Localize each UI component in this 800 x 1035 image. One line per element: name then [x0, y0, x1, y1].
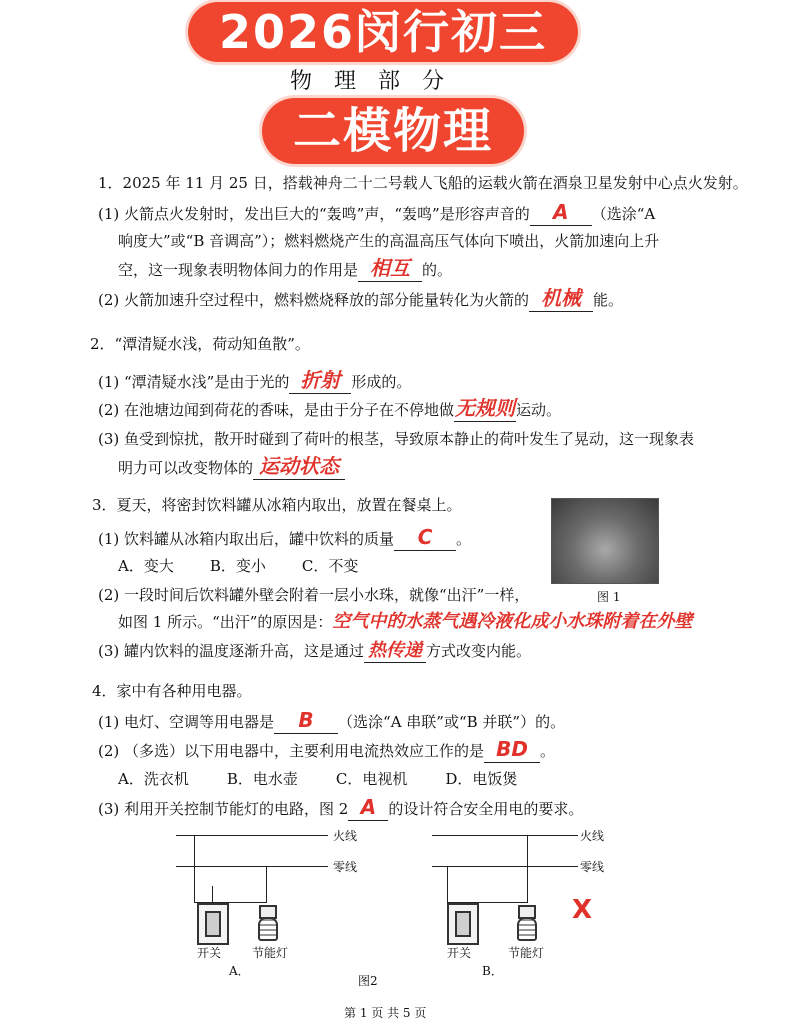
q3-answer3: 热传递 — [368, 640, 423, 661]
title-banner-bottom: 二模物理 — [262, 98, 524, 164]
q3-part2-line1: (2) 一段时间后饮料罐外壁会附着一层小水珠，就像“出汗”一样， — [98, 586, 530, 604]
q3-options: A．变大 B．变小 C．不变 — [118, 557, 359, 575]
circuit-b-neutral-label: 零线 — [580, 860, 605, 874]
circuit-b-wire-left — [447, 866, 448, 902]
q3-answer2: 空气中的水蒸气遇冷液化成小水珠附着在外壁 — [332, 611, 693, 632]
circuit-b-switch — [447, 903, 479, 945]
q4-part3: (3) 利用开关控制节能灯的电路，图 2 A 的设计符合安全用电的要求。 — [98, 795, 584, 819]
figure2-caption: 图2 — [358, 974, 378, 988]
q2-stem: 2．“潭清疑水浅，荷动知鱼散”。 — [90, 335, 310, 353]
circuit-b-wrong-mark: X — [572, 895, 593, 925]
circuit-a-neutral-label: 零线 — [333, 860, 358, 874]
circuit-a-neutral-wire — [176, 866, 328, 867]
circuit-a-wire-right — [266, 866, 267, 902]
section-title: 物理部分 — [290, 69, 467, 94]
q1-stem: 1．2025 年 11 月 25 日，搭载神舟二十二号载人飞船的运载火箭在酒泉卫星发射中心点火发射。 — [98, 174, 748, 192]
q4-answer3: A — [360, 795, 377, 819]
q2-answer2: 无规则 — [455, 396, 516, 420]
q2-answer3: 运动状态 — [259, 454, 340, 478]
circuit-a-lamp — [258, 917, 278, 941]
circuit-a-live-label: 火线 — [333, 829, 358, 843]
circuit-a-switch — [197, 903, 229, 945]
q1-answer3: 机械 — [541, 286, 582, 310]
figure1-can-photo — [551, 498, 659, 584]
q3-part1: (1) 饮料罐从冰箱内取出后，罐中饮料的质量 C 。 — [98, 525, 472, 549]
q1-answer1: A — [552, 200, 569, 224]
q1-part1-line3: 空，这一现象表明物体间力的作用是 相互 的。 — [118, 256, 453, 280]
q4-part1: (1) 电灯、空调等用电器是 B （选涂“A 串联”或“B 并联”）的。 — [98, 708, 566, 732]
circuit-a-label: A． — [229, 964, 250, 978]
circuit-a-switch-label: 开关 — [197, 946, 222, 960]
q2-part3-line2: 明力可以改变物体的 运动状态 — [118, 456, 345, 480]
q1-part2: (2) 火箭加速升空过程中，燃料燃烧释放的部分能量转化为火箭的 机械 能。 — [98, 286, 624, 310]
circuit-b-lamp-label: 节能灯 — [508, 946, 545, 960]
q4-options: A．洗衣机 B．电水壶 C．电视机 D．电饭煲 — [118, 770, 518, 788]
q3-answer1: C — [417, 525, 433, 549]
circuit-a-lamp-label: 节能灯 — [252, 946, 289, 960]
q4-stem: 4．家中有各种用电器。 — [92, 682, 252, 700]
q1-part1-line2: 响度大”或“B 音调高”）；燃料燃烧产生的高温高压气体向下喷出，火箭加速向上升 — [118, 232, 660, 250]
q4-part2: (2) （多选）以下用电器中，主要利用电流热效应工作的是 BD 。 — [98, 737, 556, 761]
q3-stem: 3．夏天，将密封饮料罐从冰箱内取出，放置在餐桌上。 — [92, 496, 462, 514]
circuit-a-live-wire — [176, 835, 328, 836]
circuit-b-lamp — [517, 917, 537, 941]
page-number: 第 1 页 共 5 页 — [344, 1006, 427, 1020]
circuit-b-neutral-wire — [432, 866, 578, 867]
title-banner-top: 2026闵行初三 — [188, 2, 578, 62]
figure1-caption: 图 1 — [597, 590, 621, 604]
q4-answer2: BD — [496, 737, 528, 761]
q2-part3-line1: (3) 鱼受到惊扰，散开时碰到了荷叶的根茎，导致原本静止的荷叶发生了晃动，这一现象表 — [98, 430, 695, 448]
q1-answer2: 相互 — [370, 256, 411, 280]
circuit-b-switch-label: 开关 — [447, 946, 472, 960]
q2-part2: (2) 在池塘边闻到荷花的香味，是由于分子在不停地做无规则运动。 — [98, 396, 562, 420]
q2-answer1: 折射 — [300, 368, 341, 392]
circuit-a-wire-switch — [212, 886, 213, 902]
circuit-b-wire-right — [527, 835, 528, 902]
q2-part1: (1) “潭清疑水浅”是由于光的 折射 形成的。 — [98, 368, 412, 392]
q4-answer1: B — [298, 708, 314, 732]
circuit-b-live-label: 火线 — [580, 829, 605, 843]
q3-part2-line2: 如图 1 所示。“出汗”的原因是：空气中的水蒸气遇冷液化成小水珠附着在外壁 — [118, 611, 693, 632]
circuit-b-live-wire — [432, 835, 578, 836]
q1-part1-line1: (1) 火箭点火发射时，发出巨大的“轰鸣”声，“轰鸣”是形容声音的 A （选涂“A — [98, 200, 656, 224]
q3-part3: (3) 罐内饮料的温度逐渐升高，这是通过 热传递 方式改变内能。 — [98, 640, 532, 661]
circuit-b-label: B． — [482, 964, 503, 978]
circuit-a-wire-left — [194, 835, 195, 903]
